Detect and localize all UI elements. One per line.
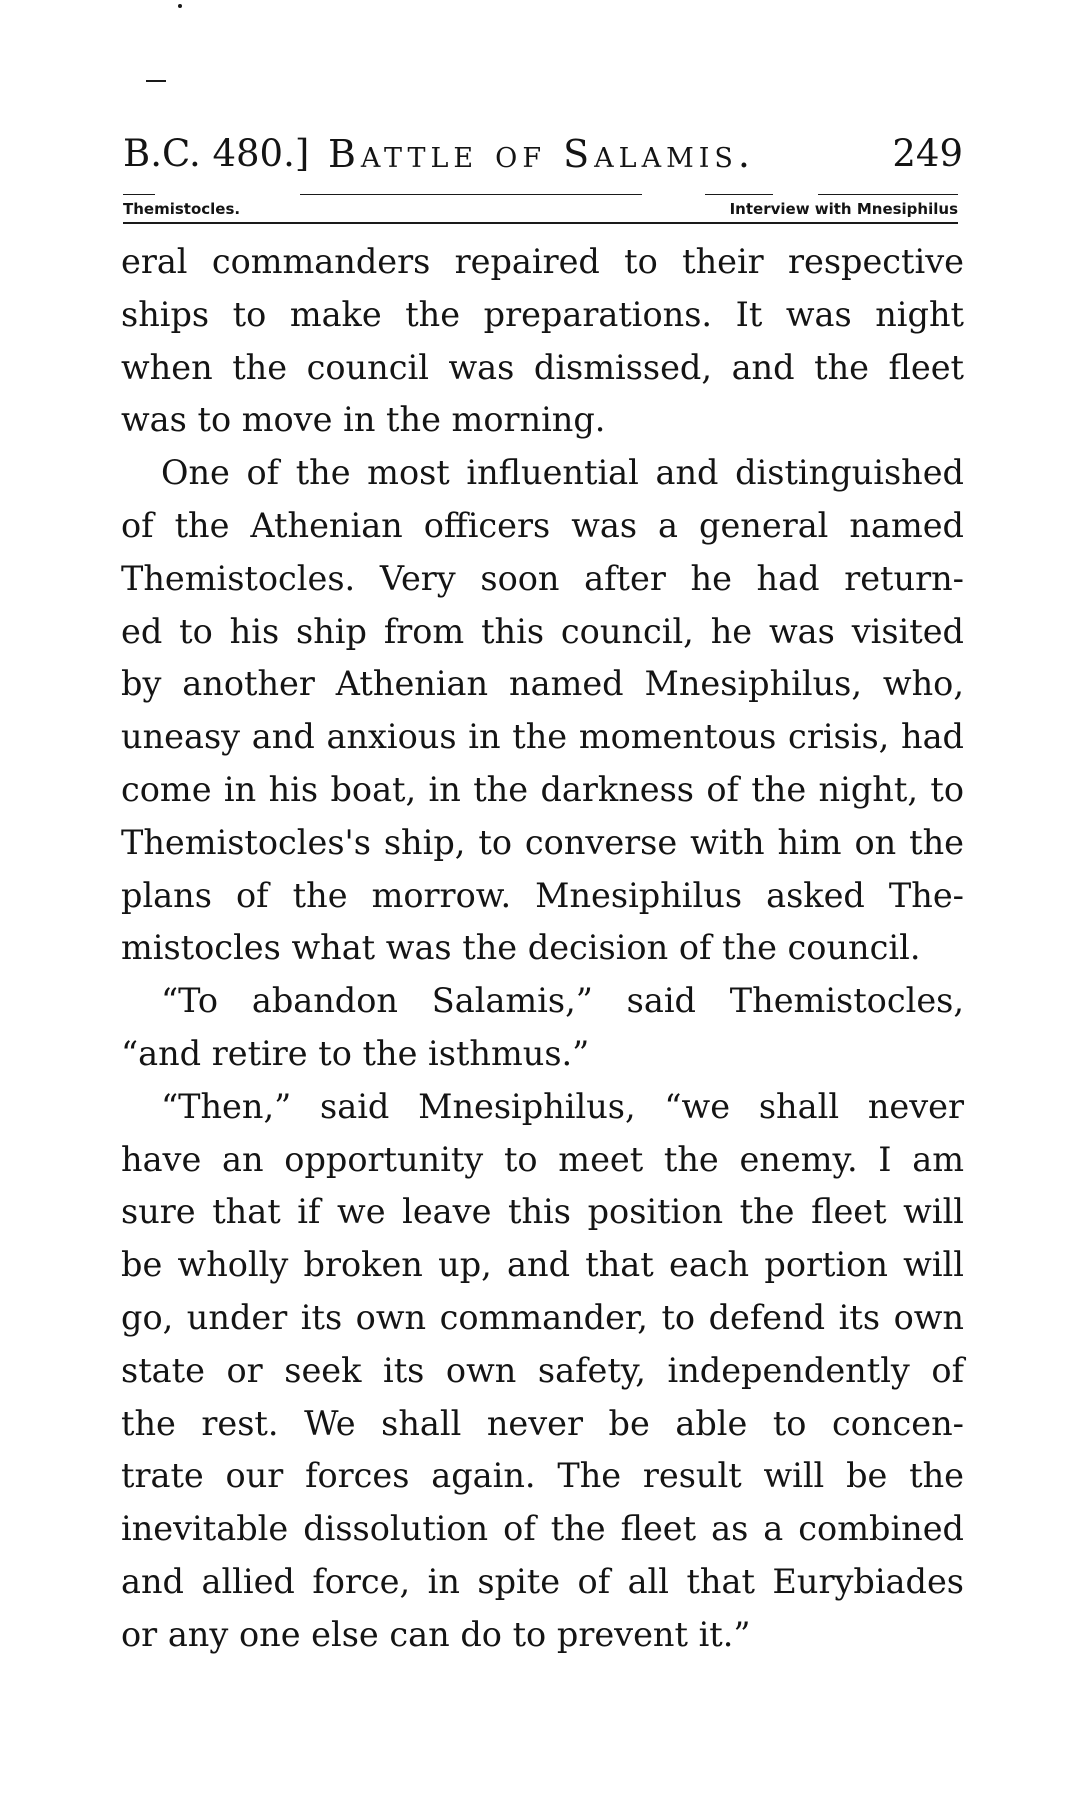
paragraph	[121, 447, 964, 975]
header-rule	[705, 194, 773, 195]
body-text	[121, 236, 964, 1662]
page-number: 249	[892, 132, 963, 175]
text-line: ed to his ship from this council, he was visited	[121, 611, 964, 651]
text-line: inevitable dissolution of the fleet as a combined	[121, 1509, 964, 1549]
paragraph	[121, 1081, 964, 1662]
marginal-notes	[123, 196, 958, 222]
running-head	[123, 128, 963, 180]
text-line: was to move in the morning.	[121, 400, 606, 440]
print-dash	[146, 80, 166, 82]
text-line: or any one else can do to prevent it.”	[121, 1614, 751, 1654]
text-line: by another Athenian named Mnesiphilus, who,	[121, 664, 964, 704]
text-line: “and retire to the isthmus.”	[121, 1033, 590, 1073]
header-date: B.C. 480.]	[123, 132, 310, 175]
text-line: One of the most influential and distinguished	[161, 453, 964, 493]
text-line: Themistocles. Very soon after he had return-	[121, 558, 964, 598]
text-line: “To abandon Salamis,” said Themistocles,	[161, 981, 964, 1021]
text-line: be wholly broken up, and that each portion will	[121, 1245, 964, 1285]
text-line: plans of the morrow. Mnesiphilus asked The-	[121, 875, 964, 915]
text-line: eral commanders repaired to their respective	[121, 242, 964, 281]
header-rule	[818, 194, 958, 195]
text-line: “Then,” said Mnesiphilus, “we shall never	[161, 1086, 964, 1126]
text-line: have an opportunity to meet the enemy. I am	[121, 1139, 964, 1179]
text-line: come in his boat, in the darkness of the night, to	[121, 769, 964, 809]
text-line: go, under its own commander, to defend its own	[121, 1297, 964, 1337]
text-line: and allied force, in spite of all that Eurybiades	[121, 1561, 964, 1601]
text-line: sure that if we leave this position the fleet will	[121, 1192, 964, 1232]
header-rule	[123, 194, 155, 195]
paragraph	[121, 975, 964, 1081]
text-line: Themistocles's ship, to converse with him on the	[121, 822, 964, 862]
text-line: uneasy and anxious in the momentous crisis, had	[121, 717, 964, 757]
header-title: Battle of Salamis.	[328, 132, 755, 176]
text-line: mistocles what was the decision of the council.	[121, 928, 921, 968]
sidenote-right: Interview with Mnesiphilus	[729, 200, 958, 218]
text-line: ships to make the preparations. It was night	[121, 294, 964, 334]
print-speck	[178, 4, 182, 8]
text-line: when the council was dismissed, and the fleet	[121, 347, 964, 387]
paragraph	[121, 236, 964, 447]
text-line: state or seek its own safety, independently of	[121, 1350, 964, 1390]
sidenote-rule	[123, 222, 958, 224]
text-line: the rest. We shall never be able to concen-	[121, 1403, 964, 1443]
text-line: of the Athenian officers was a general named	[121, 505, 964, 545]
text-line: trate our forces again. The result will be the	[121, 1456, 964, 1496]
sidenote-left: Themistocles.	[123, 200, 241, 218]
header-rule	[300, 194, 642, 195]
